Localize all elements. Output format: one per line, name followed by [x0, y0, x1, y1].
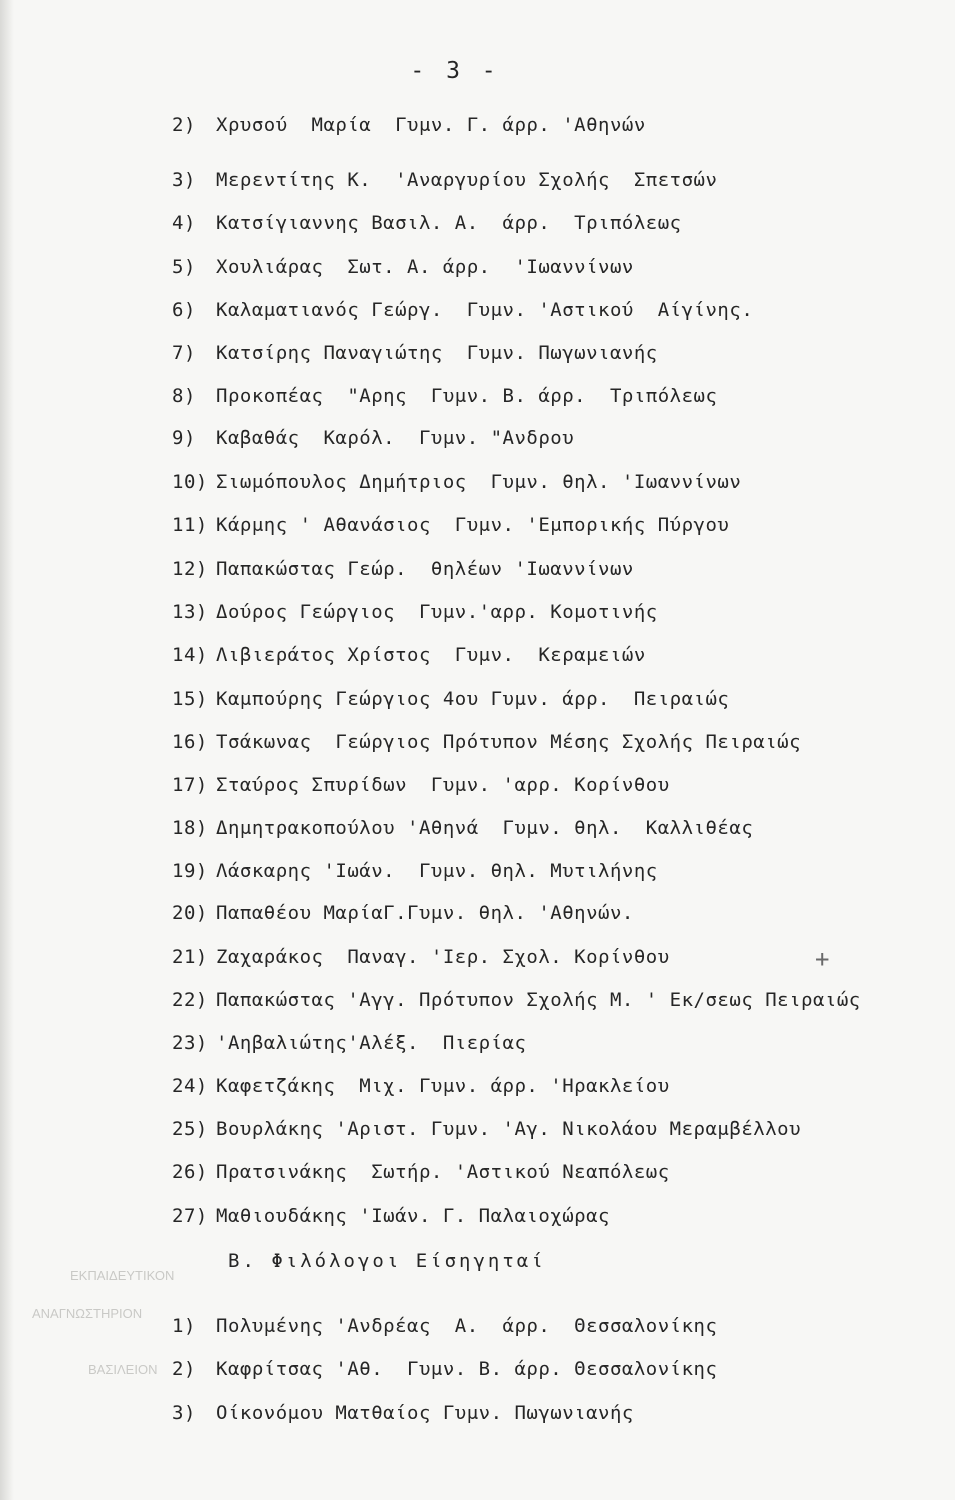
item-text: Παπακώστας Γεώρ. θηλέων 'Ιωαννίνων [216, 558, 634, 580]
list-item [172, 815, 947, 841]
item-number: 24) [172, 1075, 208, 1097]
list-item [172, 1030, 947, 1056]
list-item [172, 383, 947, 409]
list-item [172, 1116, 947, 1142]
list-item [172, 1073, 947, 1099]
item-number: 23) [172, 1032, 208, 1054]
list-item [172, 167, 947, 193]
item-text: Προκοπέας "Αρης Γυμν. Β. άρρ. Τριπόλεως [216, 385, 718, 407]
list-item [172, 1159, 947, 1185]
item-text: Πρατσινάκης Σωτήρ. 'Αστικού Νεαπόλεως [216, 1161, 670, 1183]
item-number: 1) [172, 1315, 196, 1337]
item-text: 'Αηβαλιώτης'Αλέξ. Πιερίας [216, 1032, 527, 1054]
item-number: 15) [172, 688, 208, 710]
item-number: 2) [172, 114, 196, 136]
item-number: 17) [172, 774, 208, 796]
item-number: 21) [172, 946, 208, 968]
section-heading: Β. Φιλόλογοι Είσηγηταί [228, 1250, 546, 1272]
item-text: Ζαχαράκος Παναγ. 'Ιερ. Σχολ. Κορίνθου [216, 946, 670, 968]
item-text: Μαθιουδάκης 'Ιωάν. Γ. Παλαιοχώρας [216, 1205, 610, 1227]
list-item [172, 210, 947, 236]
item-number: 12) [172, 558, 208, 580]
item-number: 3) [172, 1402, 196, 1424]
item-text: Βουρλάκης 'Αριστ. Γυμν. 'Αγ. Νικολάου Μεραμβέλλου [216, 1118, 802, 1140]
item-text: Μερεντίτης Κ. 'Αναργυρίου Σχολής Σπετσών [216, 169, 718, 191]
item-number: 27) [172, 1205, 208, 1227]
list-item [172, 1400, 947, 1426]
item-text: Χουλιάρας Σωτ. Α. άρρ. 'Ιωαννίνων [216, 256, 634, 278]
item-number: 10) [172, 471, 208, 493]
list-item [172, 1313, 947, 1339]
item-number: 2) [172, 1358, 196, 1380]
list-item [172, 297, 947, 323]
item-number: 13) [172, 601, 208, 623]
list-item [172, 729, 947, 755]
item-text: Κάρμης ' Αθανάσιος Γυμν. 'Εμπορικής Πύργου [216, 514, 730, 536]
item-text: Χρυσού Μαρία Γυμν. Γ. άρρ. 'Αθηνών [216, 114, 646, 136]
item-text: Σιωμόπουλος Δημήτριος Γυμν. θηλ. 'Ιωαννίνων [216, 471, 742, 493]
list-item [172, 686, 947, 712]
item-text: Κατσίρης Παναγιώτης Γυμν. Πωγωνιανής [216, 342, 658, 364]
item-text: Καφρίτσας 'Αθ. Γυμν. Β. άρρ. Θεσσαλονίκης [216, 1358, 718, 1380]
item-text: Παπαθέου ΜαρίαΓ.Γυμν. θηλ. 'Αθηνών. [216, 902, 634, 924]
item-text: Δημητρακοπούλου 'Αθηνά Γυμν. θηλ. Καλλιθέας [216, 817, 754, 839]
item-number: 26) [172, 1161, 208, 1183]
list-item [172, 900, 947, 926]
item-text: Σταύρος Σπυρίδων Γυμν. 'αρρ. Κορίνθου [216, 774, 670, 796]
item-text: Δούρος Γεώργιος Γυμν.'αρρ. Κομοτινής [216, 601, 658, 623]
list-item [172, 987, 947, 1013]
item-number: 19) [172, 860, 208, 882]
list-item [172, 599, 947, 625]
item-number: 16) [172, 731, 208, 753]
item-text: Οίκονόμου Ματθαίος Γυμν. Πωγωνιανής [216, 1402, 634, 1424]
list-item [172, 944, 947, 970]
item-text: Καλαματιανός Γεώργ. Γυμν. 'Αστικού Αίγίνης. [216, 299, 754, 321]
list-item [172, 642, 947, 668]
margin-plus-mark: + [815, 945, 830, 973]
item-number: 3) [172, 169, 196, 191]
list-item [172, 340, 947, 366]
item-text: Καφετζάκης Μιχ. Γυμν. άρρ. 'Ηρακλείου [216, 1075, 670, 1097]
list-item [172, 556, 947, 582]
item-text: Παπακώστας 'Αγγ. Πρότυπον Σχολής Μ. ' Εκ/σεως Πειραιώς [216, 989, 861, 1011]
faint-stamp-line: ΑΝΑΓΝΩΣΤΗΡΙΟΝ [32, 1306, 143, 1321]
item-text: Τσάκωνας Γεώργιος Πρότυπον Μέσης Σχολής Πειραιώς [216, 731, 802, 753]
item-number: 5) [172, 256, 196, 278]
item-text: Κατσίγιαννης Βασιλ. Α. άρρ. Τριπόλεως [216, 212, 682, 234]
faint-stamp-line: ΕΚΠΑΙΔΕΥΤΙΚΟΝ [70, 1268, 175, 1283]
list-item [172, 1356, 947, 1382]
list-item [172, 469, 947, 495]
list-item [172, 112, 947, 138]
list-item [172, 254, 947, 280]
item-text: Λάσκαρης 'Ιωάν. Γυμν. θηλ. Μυτιλήνης [216, 860, 658, 882]
item-text: Καβαθάς Καρόλ. Γυμν. "Ανδρου [216, 427, 575, 449]
list-item [172, 512, 947, 538]
item-number: 11) [172, 514, 208, 536]
page-number: - 3 - [410, 58, 500, 84]
item-number: 4) [172, 212, 196, 234]
item-number: 9) [172, 427, 196, 449]
list-item [172, 1203, 947, 1229]
list-item [172, 858, 947, 884]
item-number: 7) [172, 342, 196, 364]
item-text: Πολυμένης 'Ανδρέας Α. άρρ. Θεσσαλονίκης [216, 1315, 718, 1337]
item-number: 8) [172, 385, 196, 407]
item-number: 22) [172, 989, 208, 1011]
item-text: Λιβιεράτος Χρίστος Γυμν. Κεραμειών [216, 644, 646, 666]
item-text: Καμπούρης Γεώργιος 4ου Γυμν. άρρ. Πειραιώς [216, 688, 730, 710]
item-number: 20) [172, 902, 208, 924]
item-number: 6) [172, 299, 196, 321]
list-item [172, 772, 947, 798]
item-number: 25) [172, 1118, 208, 1140]
item-number: 14) [172, 644, 208, 666]
item-number: 18) [172, 817, 208, 839]
faint-stamp-line: ΒΑΣΙΛΕΙΟΝ [88, 1362, 158, 1377]
list-item [172, 425, 947, 451]
